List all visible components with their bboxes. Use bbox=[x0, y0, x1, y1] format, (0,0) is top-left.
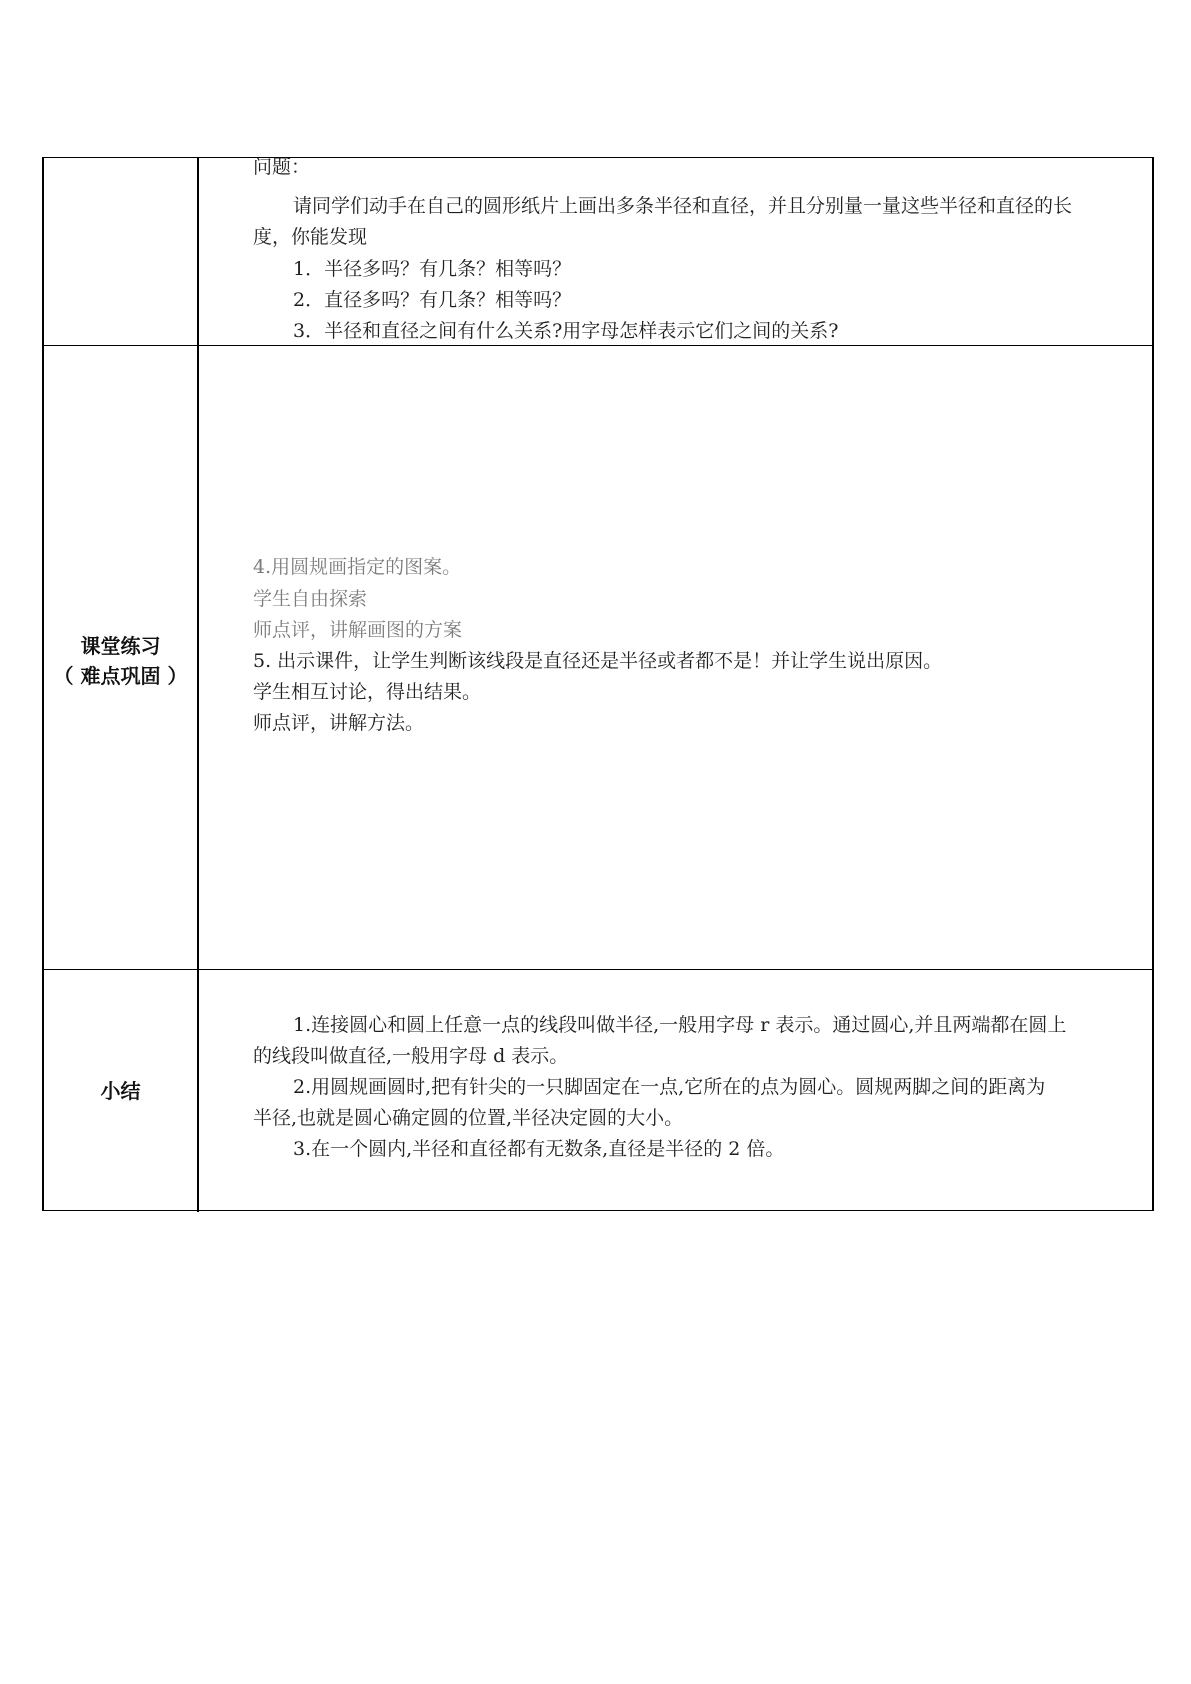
practice-line-2: 学生自由探索 bbox=[253, 588, 368, 610]
row-label-cell bbox=[44, 970, 199, 1212]
question-heading: 问题： bbox=[253, 156, 311, 178]
question-intro-line-2: 度，你能发现 bbox=[253, 226, 368, 248]
summary-line-3: 2.用圆规画圆时,把有针尖的一只脚固定在一点,它所在的点为圆心。圆规两脚之间的距离为 bbox=[293, 1076, 1046, 1098]
question-intro-line-1: 请同学们动手在自己的圆形纸片上画出多条半径和直径，并且分别量一量这些半径和直径的长 bbox=[293, 195, 1073, 217]
row-content-cell bbox=[201, 158, 1152, 345]
practice-line-3: 师点评，讲解画图的方案 bbox=[253, 619, 463, 641]
table-row-questions bbox=[44, 158, 1152, 346]
row-label-practice: 课堂练习 bbox=[80, 633, 161, 658]
row-label-summary: 小结 bbox=[100, 1079, 141, 1103]
summary-line-1: 1.连接圆心和圆上任意一点的线段叫做半径,一般用字母 r 表示。通过圆心,并且两端都在圆上 bbox=[293, 1014, 1067, 1036]
practice-line-4: 5. 出示课件，让学生判断该线段是直径还是半径或者都不是！并让学生说出原因。 bbox=[253, 650, 943, 672]
table-row-summary bbox=[44, 970, 1152, 1212]
practice-line-1: 4.用圆规画指定的图案。 bbox=[253, 556, 462, 578]
row-label-cell-empty bbox=[44, 158, 199, 345]
summary-line-5: 3.在一个圆内,半径和直径都有无数条,直径是半径的 2 倍。 bbox=[293, 1138, 785, 1160]
row-content-cell bbox=[201, 970, 1152, 1212]
summary-line-2: 的线段叫做直径,一般用字母 d 表示。 bbox=[253, 1045, 569, 1067]
summary-line-4: 半径,也就是圆心确定圆的位置,半径决定圆的大小。 bbox=[253, 1107, 684, 1129]
question-item-3: 3．半径和直径之间有什么关系?用字母怎样表示它们之间的关系? bbox=[293, 320, 839, 342]
lesson-table bbox=[42, 157, 1154, 1211]
row-label-practice-subtitle: （ 难点巩固 ） bbox=[53, 663, 188, 688]
table-row-practice bbox=[44, 346, 1152, 970]
practice-line-6: 师点评，讲解方法。 bbox=[253, 712, 425, 734]
practice-line-5: 学生相互讨论，得出结果。 bbox=[253, 681, 482, 703]
row-content-cell bbox=[201, 346, 1152, 969]
row-label-cell bbox=[44, 346, 199, 969]
question-item-2: 2．直径多吗？有几条？相等吗？ bbox=[293, 289, 572, 311]
question-item-1: 1．半径多吗？有几条？相等吗？ bbox=[293, 258, 572, 280]
